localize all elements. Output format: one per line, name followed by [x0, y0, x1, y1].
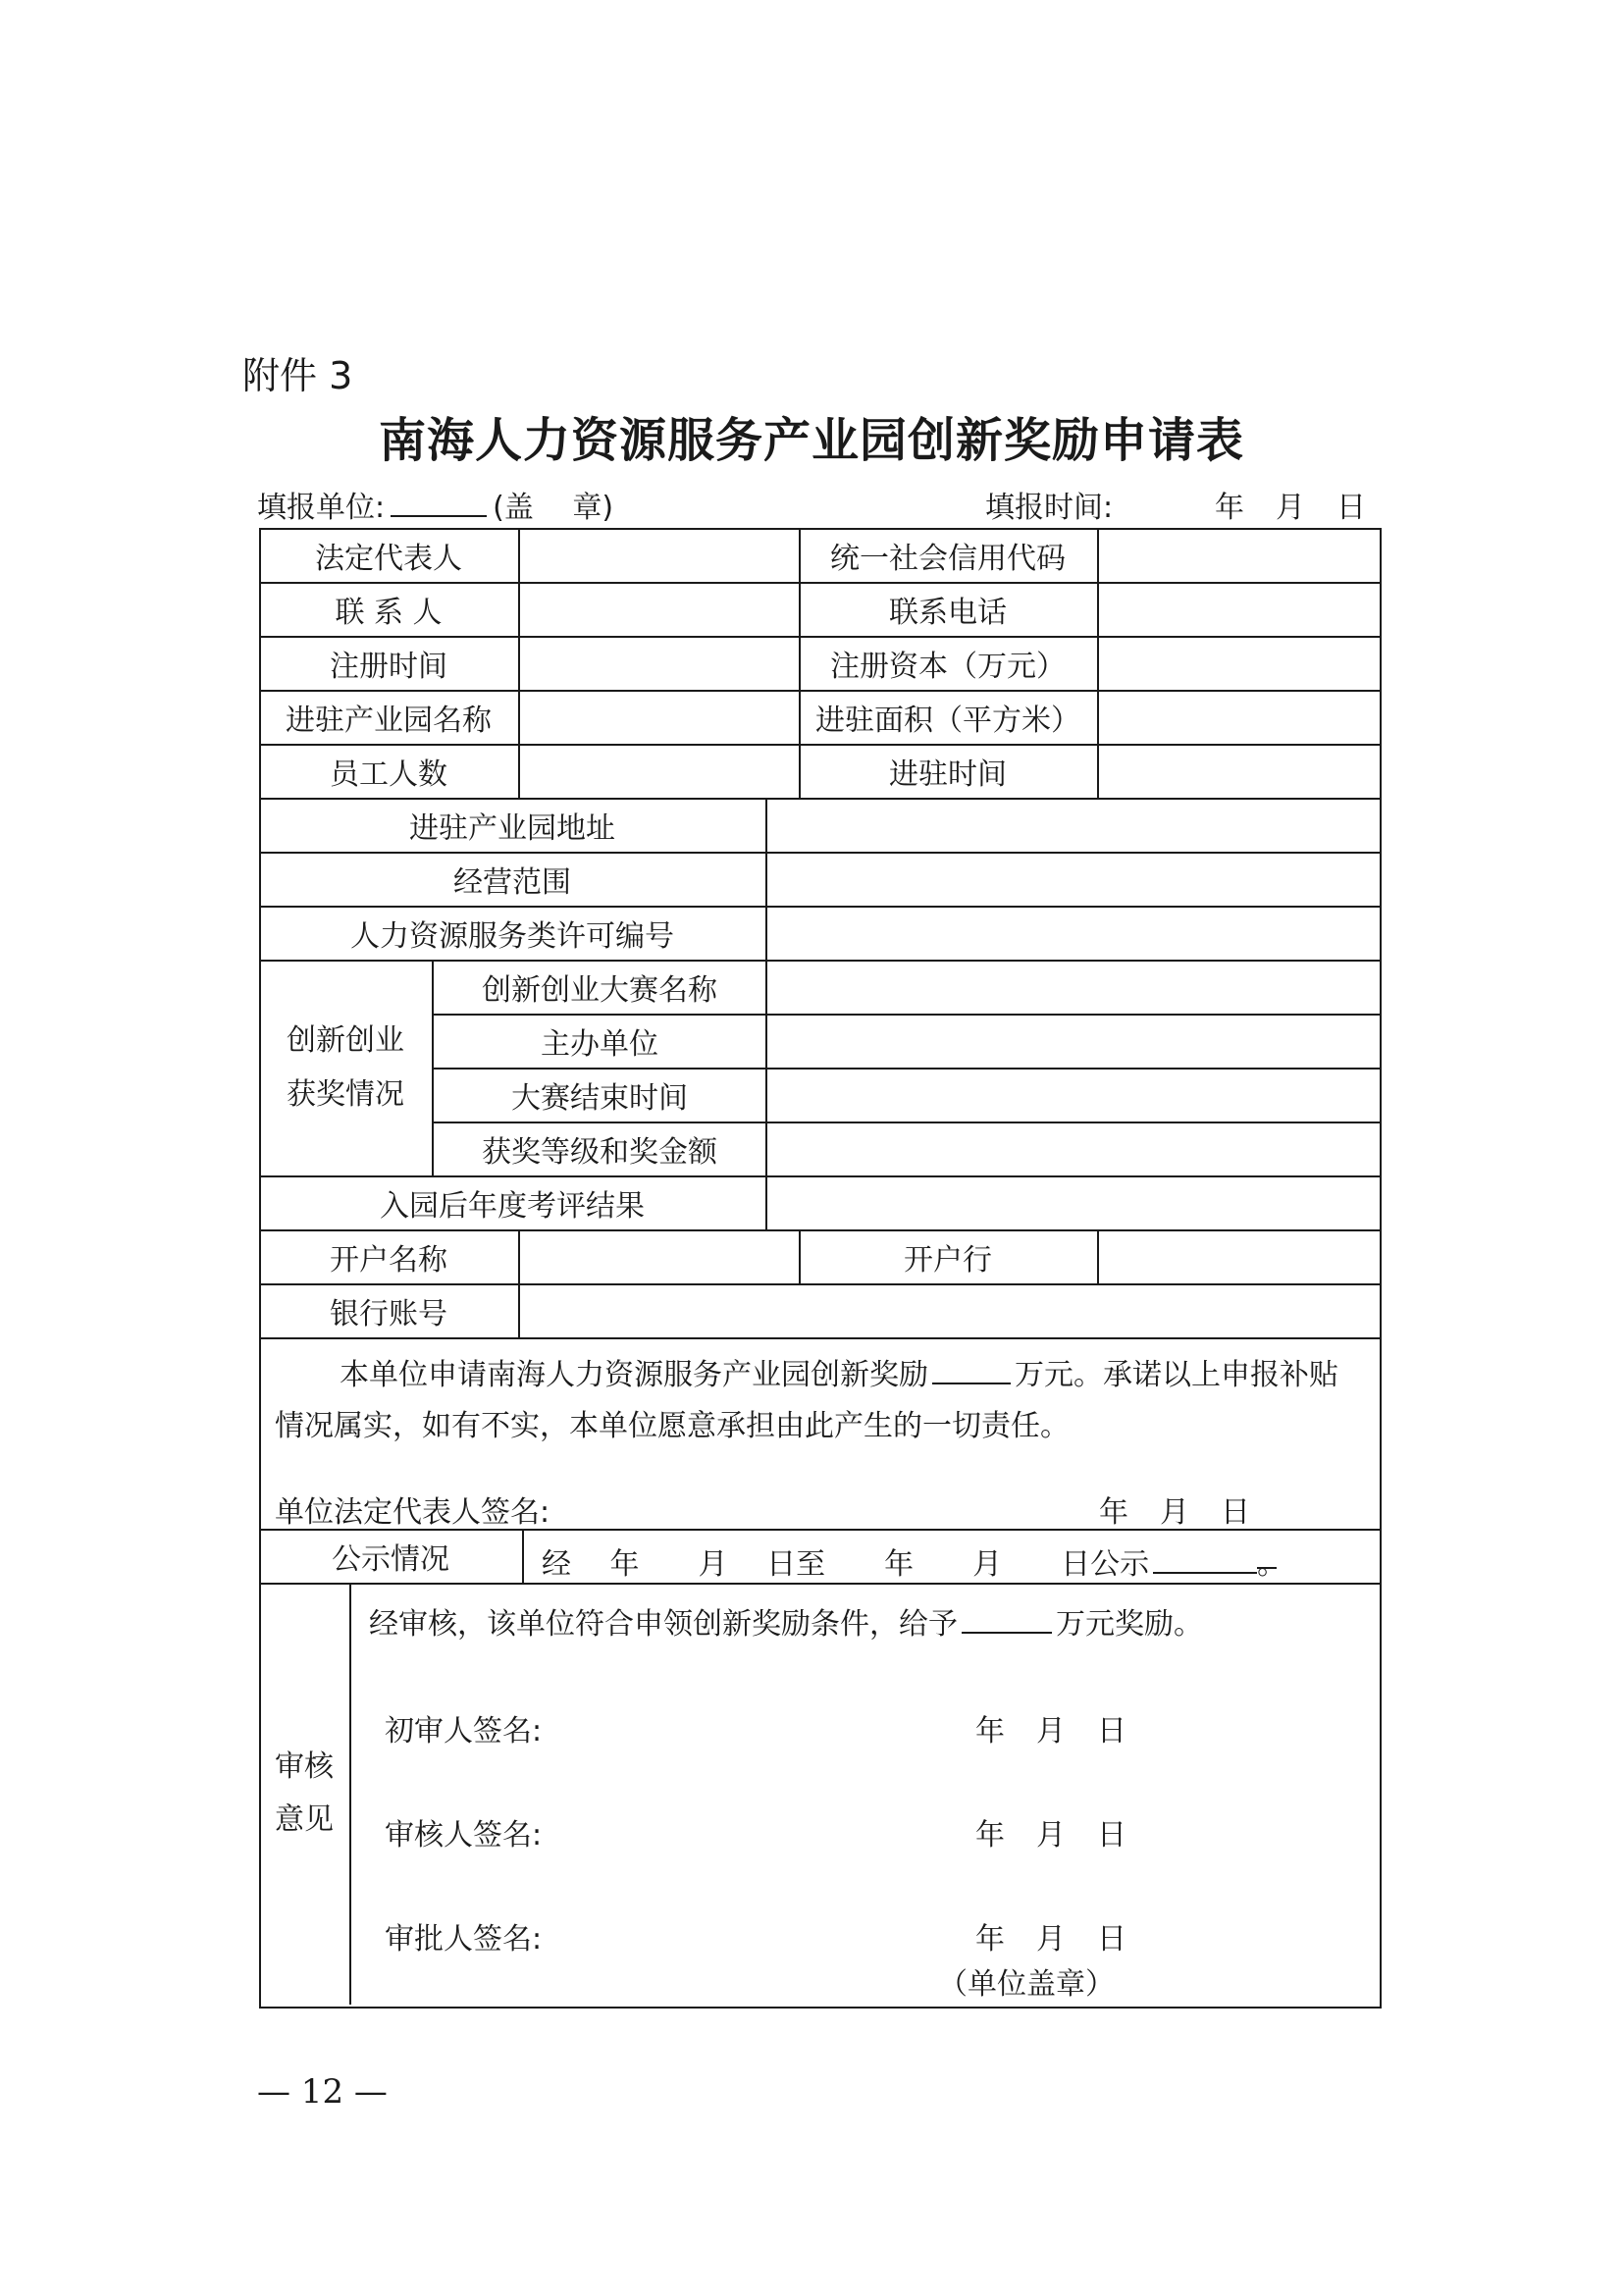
fill-time-row — [985, 483, 1113, 526]
label-entry-time: 进驻时间 — [889, 757, 1007, 792]
day-label: 日 — [1097, 1818, 1126, 1852]
label-award-level: 获奖等级和奖金额 — [482, 1134, 717, 1170]
input-park-address[interactable] — [767, 798, 1380, 852]
month-label: 月 — [1036, 1818, 1066, 1852]
fill-unit-blank[interactable] — [391, 488, 487, 517]
input-contact-phone[interactable] — [1099, 582, 1380, 636]
year-label: 年 — [1215, 491, 1244, 525]
publicity-blank[interactable] — [1153, 1544, 1257, 1574]
input-contest-end[interactable] — [767, 1068, 1380, 1122]
label-credit-code: 统一社会信用代码 — [830, 541, 1066, 576]
label-area: 进驻面积（平方米） — [815, 703, 1080, 738]
legal-rep-sign-label: 单位法定代表人签名: — [275, 1495, 550, 1530]
label-reg-time: 注册时间 — [330, 649, 447, 684]
input-evaluation[interactable] — [767, 1175, 1380, 1229]
input-license-no[interactable] — [767, 906, 1380, 960]
input-park-name[interactable] — [520, 690, 799, 744]
label-contact-phone: 联系电话 — [889, 595, 1007, 630]
unit-seal-label: （单位盖章） — [938, 1967, 1115, 2002]
input-account-name[interactable] — [520, 1229, 799, 1283]
declaration-line2: 情况属实，如有不实，本单位愿意承担由此产生的一切责任。 — [275, 1409, 1070, 1443]
publicity-text — [542, 1539, 1287, 1583]
label-license-no: 人力资源服务类许可编号 — [350, 918, 674, 954]
fill-unit-row — [257, 483, 613, 526]
label-contest-end: 大赛结束时间 — [511, 1080, 688, 1116]
month-label: 月 — [1276, 491, 1305, 525]
declaration-part2: 万元。承诺以上申报补贴 — [1015, 1358, 1338, 1392]
label-account-name: 开户名称 — [330, 1242, 447, 1278]
input-legal-rep[interactable] — [520, 528, 799, 582]
review-sign-label: 审核人签名: — [385, 1818, 543, 1852]
award-group-line1: 创新创业 — [287, 1023, 404, 1058]
label-contact-person: 联 系 人 — [335, 595, 443, 630]
input-entry-time[interactable] — [1099, 744, 1380, 798]
form-title: 南海人力资源服务产业园创新奖励申请表 — [378, 413, 1244, 468]
review-label-line1: 审核 — [275, 1749, 334, 1784]
attachment-label: 附件 3 — [242, 354, 353, 397]
fill-time-label: 填报时间: — [985, 491, 1114, 525]
label-legal-rep: 法定代表人 — [315, 541, 462, 576]
input-contact-person[interactable] — [520, 582, 799, 636]
input-reg-time[interactable] — [520, 636, 799, 690]
fill-time-date[interactable] — [1215, 483, 1397, 526]
input-staff-count[interactable] — [520, 744, 799, 798]
label-bank: 开户行 — [904, 1242, 992, 1278]
page-number: — 12 — — [257, 2072, 388, 2112]
review-amount-blank[interactable] — [962, 1604, 1052, 1634]
first-review-sign-label: 初审人签名: — [385, 1714, 543, 1748]
publicity-dates: 经 年 月 日至 年 月 日公示 — [542, 1547, 1150, 1582]
month-label: 月 — [1160, 1495, 1189, 1530]
label-reg-capital: 注册资本（万元） — [830, 649, 1066, 684]
year-label: 年 — [1099, 1495, 1128, 1530]
approve-date[interactable] — [975, 1914, 1158, 1957]
year-label: 年 — [975, 1714, 1005, 1748]
reward-amount-blank[interactable] — [932, 1355, 1011, 1384]
input-organizer[interactable] — [767, 1014, 1380, 1068]
day-label: 日 — [1097, 1922, 1126, 1957]
seal-label: (盖 章) — [493, 491, 614, 525]
label-park-name: 进驻产业园名称 — [286, 703, 492, 738]
day-label: 日 — [1097, 1714, 1126, 1748]
year-label: 年 — [975, 1818, 1005, 1852]
application-form-table — [259, 528, 1382, 2009]
input-contest-name[interactable] — [767, 960, 1380, 1014]
input-account-no[interactable] — [520, 1283, 1380, 1337]
review-statement — [369, 1599, 1203, 1643]
label-business-scope: 经营范围 — [453, 864, 571, 900]
review-text-a: 经审核，该单位符合申领创新奖励条件，给予 — [369, 1607, 958, 1642]
input-reg-capital[interactable] — [1099, 636, 1380, 690]
label-publicity: 公示情况 — [332, 1541, 449, 1577]
declaration-date[interactable] — [1099, 1487, 1282, 1531]
day-label: 日 — [1336, 491, 1366, 525]
fill-unit-label: 填报单位: — [257, 491, 386, 525]
first-review-date[interactable] — [975, 1706, 1158, 1749]
input-bank[interactable] — [1099, 1229, 1380, 1283]
year-label: 年 — [975, 1922, 1005, 1957]
input-award-level[interactable] — [767, 1122, 1380, 1175]
review-text-b: 万元奖励。 — [1056, 1607, 1203, 1642]
label-account-no: 银行账号 — [330, 1296, 447, 1331]
label-award-group — [259, 960, 432, 1175]
day-label: 日 — [1221, 1495, 1250, 1530]
month-label: 月 — [1036, 1714, 1066, 1748]
input-credit-code[interactable] — [1099, 528, 1380, 582]
label-organizer: 主办单位 — [541, 1026, 658, 1062]
label-contest-name: 创新创业大赛名称 — [482, 972, 717, 1008]
label-evaluation: 入园后年度考评结果 — [380, 1188, 645, 1224]
input-area[interactable] — [1099, 690, 1380, 744]
award-group-line2: 获奖情况 — [287, 1077, 404, 1112]
review-label-line2: 意见 — [275, 1802, 334, 1837]
label-review — [259, 1583, 349, 2005]
declaration-part1: 本单位申请南海人力资源服务产业园创新奖励 — [340, 1358, 928, 1392]
input-business-scope[interactable] — [767, 852, 1380, 906]
publicity-end-mark: 。 — [1257, 1539, 1277, 1569]
label-park-address: 进驻产业园地址 — [409, 810, 615, 846]
approve-sign-label: 审批人签名: — [385, 1922, 543, 1957]
declaration-line1 — [340, 1350, 1338, 1393]
review-date[interactable] — [975, 1810, 1158, 1853]
month-label: 月 — [1036, 1922, 1066, 1957]
label-staff-count: 员工人数 — [330, 757, 447, 792]
